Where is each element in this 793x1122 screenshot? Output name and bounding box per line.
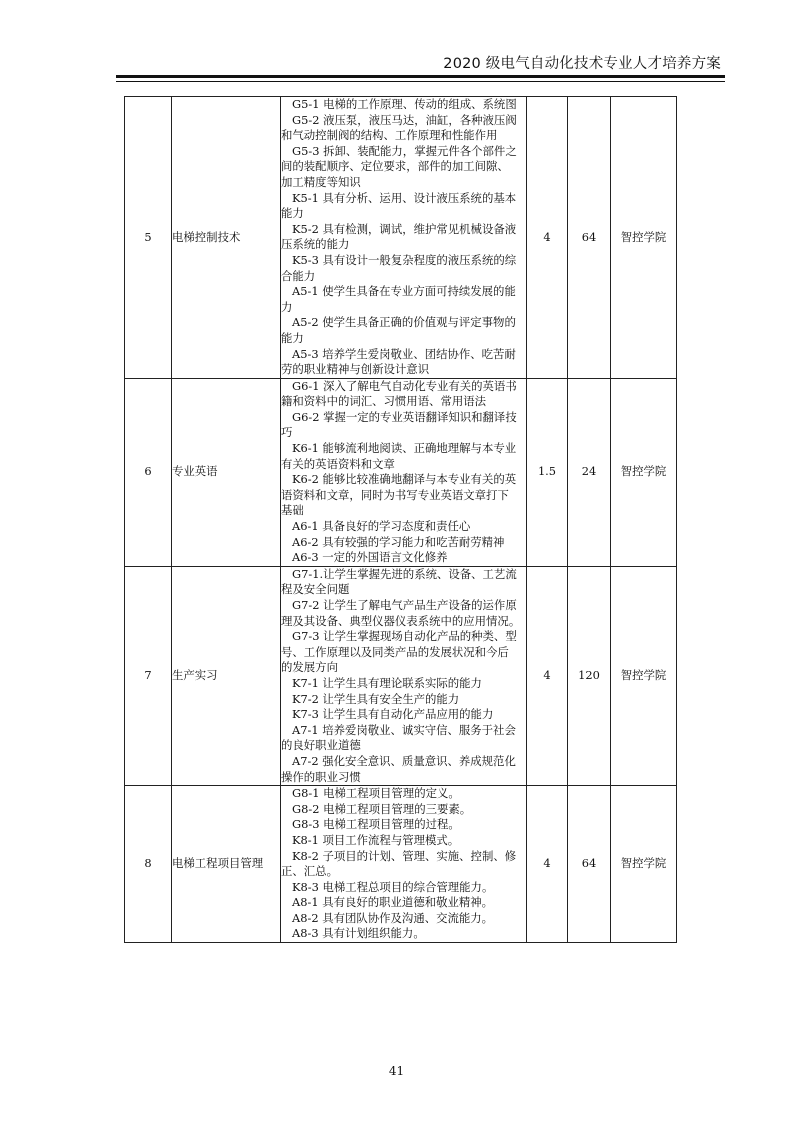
hours-cell: 24 xyxy=(568,378,611,566)
objective-line: K6-1 能够流利地阅读、正确地理解与本专业 xyxy=(292,441,517,456)
objective-line: 间的装配顺序、定位要求，部件的加工间隙、 xyxy=(281,159,509,174)
objective-line: K5-3 具有设计一般复杂程度的液压系统的综 xyxy=(292,252,517,267)
objective-line: 加工精度等知识 xyxy=(281,174,361,189)
document-header-title: 2020 级电气自动化技术专业人才培养方案 xyxy=(443,56,721,72)
credit-cell: 1.5 xyxy=(527,378,568,566)
objective-line: G6-1 深入了解电气自动化专业有关的英语书 xyxy=(292,378,517,393)
course-number-cell: 6 xyxy=(125,378,172,566)
curriculum-table xyxy=(124,96,677,943)
course-name-cell: 电梯工程项目管理 xyxy=(172,786,281,943)
objective-line: K7-1 让学生具有理论联系实际的能力 xyxy=(292,675,482,690)
course-name-cell: 生产实习 xyxy=(172,566,281,785)
header-rule-thick xyxy=(116,75,725,78)
objective-line: G5-1 电梯的工作原理、传动的组成、系统图 xyxy=(292,97,517,111)
objective-line: A7-2 强化安全意识、质量意识、养成规范化 xyxy=(292,753,516,768)
course-number-cell: 5 xyxy=(125,97,172,379)
objective-line: G5-2 液压泵，液压马达，油缸，各种液压阀 xyxy=(292,112,517,127)
objective-line: K7-3 让学生具有自动化产品应用的能力 xyxy=(292,707,494,722)
credit-cell: 4 xyxy=(527,97,568,379)
course-objectives-cell xyxy=(281,786,527,943)
objective-line: A5-2 使学生具备正确的价值观与评定事物的 xyxy=(292,315,516,330)
objective-line: 力 xyxy=(281,299,293,314)
objective-line: 程及安全问题 xyxy=(281,582,350,597)
department-cell: 智控学院 xyxy=(611,97,677,379)
objective-line: 巧 xyxy=(281,425,293,440)
course-name-cell: 电梯控制技术 xyxy=(172,97,281,379)
department-cell: 智控学院 xyxy=(611,786,677,943)
department-cell: 智控学院 xyxy=(611,566,677,785)
objective-line: G8-2 电梯工程项目管理的三要素。 xyxy=(292,801,472,816)
objective-line: A6-1 具备良好的学习态度和责任心 xyxy=(292,519,471,534)
objective-line: A8-2 具有团队协作及沟通、交流能力。 xyxy=(292,910,494,925)
course-number-cell: 7 xyxy=(125,566,172,785)
credit-cell: 4 xyxy=(527,566,568,785)
header-rule-thin xyxy=(116,81,725,82)
hours-cell: 64 xyxy=(568,97,611,379)
objective-line: K8-1 项目工作流程与管理模式。 xyxy=(292,832,460,847)
objective-line: G5-3 拆卸、装配能力，掌握元件各个部件之 xyxy=(292,143,517,158)
course-objectives-cell xyxy=(281,378,527,566)
objective-line: A5-1 使学生具备在专业方面可持续发展的能 xyxy=(292,284,516,299)
course-objectives-cell xyxy=(281,566,527,785)
objective-line: A6-3 一定的外国语言文化修养 xyxy=(292,550,448,565)
objective-line: 能力 xyxy=(281,206,304,221)
objective-line: G7-1.让学生掌握先进的系统、设备、工艺流 xyxy=(292,566,517,581)
objective-line: K8-2 子项目的计划、管理、实施、控制、修 xyxy=(292,848,517,863)
objective-line: G8-3 电梯工程项目管理的过程。 xyxy=(292,817,460,832)
objective-line: 操作的职业习惯 xyxy=(281,769,361,784)
objective-line: 语资料和文章，同时为书写专业英语文章打下 xyxy=(281,487,509,502)
objective-line: K5-1 具有分析、运用、设计液压系统的基本 xyxy=(292,190,517,205)
page-number: 41 xyxy=(388,1064,405,1078)
department-cell: 智控学院 xyxy=(611,378,677,566)
credit-cell: 4 xyxy=(527,786,568,943)
objective-line: 劳的职业精神与创新设计意识 xyxy=(281,362,430,377)
objective-line: 理及其设备、典型仪器仪表系统中的应用情况。 xyxy=(281,613,521,628)
objective-line: G7-2 让学生了解电气产品生产设备的运作原 xyxy=(292,598,517,612)
objective-line: A5-3 培养学生爱岗敬业、团结协作、吃苦耐 xyxy=(292,346,516,361)
objective-line: 号、工作原理以及同类产品的发展状况和今后 xyxy=(281,644,509,659)
objective-line: A6-2 具有较强的学习能力和吃苦耐劳精神 xyxy=(292,534,505,549)
table-row xyxy=(125,378,677,566)
objective-line: 正、汇总。 xyxy=(281,864,338,879)
objective-line: 籍和资料中的词汇、习惯用语、常用语法 xyxy=(281,394,487,409)
course-objectives-cell xyxy=(281,97,527,379)
objective-line: A7-1 培养爱岗敬业、诚实守信、服务于社会 xyxy=(292,722,516,737)
course-name-cell: 专业英语 xyxy=(172,378,281,566)
objective-line: 能力 xyxy=(281,330,304,345)
objective-line: 的良好职业道德 xyxy=(281,738,361,753)
objective-line: K7-2 让学生具有安全生产的能力 xyxy=(292,691,460,706)
objective-line: K8-3 电梯工程总项目的综合管理能力。 xyxy=(292,879,494,894)
objective-line: 合能力 xyxy=(281,268,316,283)
objective-line: A8-3 具有计划组织能力。 xyxy=(292,926,425,941)
table-row xyxy=(125,97,677,379)
objective-line: 有关的英语资料和文章 xyxy=(281,456,395,471)
objective-line: G7-3 让学生掌握现场自动化产品的种类、型 xyxy=(292,629,517,644)
objective-line: 基础 xyxy=(281,503,304,518)
objective-line: A8-1 具有良好的职业道德和敬业精神。 xyxy=(292,895,494,910)
objective-line: 的发展方向 xyxy=(281,660,338,675)
objective-line: K6-2 能够比较准确地翻译与本专业有关的英 xyxy=(292,472,517,487)
table-row xyxy=(125,566,677,785)
objective-line: G8-1 电梯工程项目管理的定义。 xyxy=(292,786,460,801)
hours-cell: 120 xyxy=(568,566,611,785)
objective-line: K5-2 具有检测，调试，维护常见机械设备液 xyxy=(292,221,517,236)
hours-cell: 64 xyxy=(568,786,611,943)
objective-line: 压系统的能力 xyxy=(281,237,350,252)
objective-line: 和气动控制阀的结构、工作原理和性能作用 xyxy=(281,128,498,143)
table-row xyxy=(125,786,677,943)
course-number-cell: 8 xyxy=(125,786,172,943)
objective-line: G6-2 掌握一定的专业英语翻译知识和翻译技 xyxy=(292,409,517,424)
